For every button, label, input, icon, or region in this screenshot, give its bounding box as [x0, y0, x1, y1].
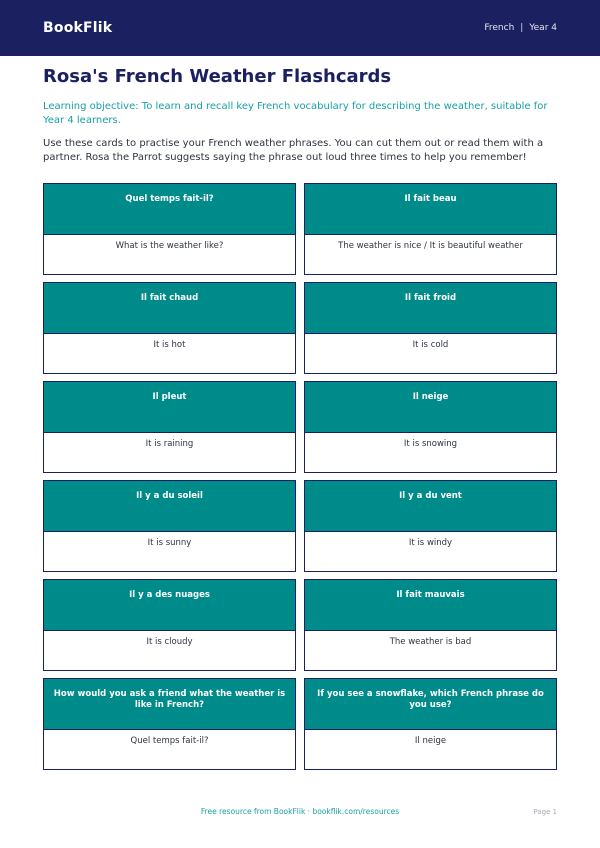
flashcard-front: Il y a du soleil — [44, 481, 295, 531]
flashcard-back: It is cold — [305, 333, 556, 373]
flashcard-back: It is hot — [44, 333, 295, 373]
learning-objective: Learning objective: To learn and recall key French vocabulary for describing the weather, suitable for Year 4 learners. — [43, 101, 548, 126]
brand-logo[interactable]: BookFlik — [43, 20, 113, 36]
flashcard-back: The weather is nice / It is beautiful weather — [305, 234, 556, 274]
flashcard-back: It is snowing — [305, 432, 556, 472]
flashcard-front: Il y a des nuages — [44, 580, 295, 630]
flashcard-back: It is raining — [44, 432, 295, 472]
flashcard[interactable] — [43, 381, 296, 473]
flashcard-back: Il neige — [305, 729, 556, 769]
flashcard[interactable] — [304, 579, 557, 671]
flashcard[interactable] — [43, 678, 296, 770]
flashcard-front: Quel temps fait-il? — [44, 184, 295, 234]
flashcard[interactable] — [43, 183, 296, 275]
flashcard-back: It is sunny — [44, 531, 295, 571]
flashcard[interactable] — [304, 282, 557, 374]
flashcard[interactable] — [304, 183, 557, 275]
flashcard-front: Il pleut — [44, 382, 295, 432]
flashcard-front: Il neige — [305, 382, 556, 432]
flashcard-back: What is the weather like? — [44, 234, 295, 274]
flashcard-front: How would you ask a friend what the weather is like in French? — [44, 679, 295, 729]
flashcard[interactable] — [304, 381, 557, 473]
subject-label: French — [484, 23, 515, 33]
flashcard[interactable] — [43, 480, 296, 572]
flashcard[interactable] — [304, 678, 557, 770]
meta-separator: | — [520, 23, 524, 33]
flashcard-back: It is cloudy — [44, 630, 295, 670]
flashcard-front: Il fait froid — [305, 283, 556, 333]
flashcard-back: It is windy — [305, 531, 556, 571]
flashcard-back: The weather is bad — [305, 630, 556, 670]
flashcard-front: Il fait mauvais — [305, 580, 556, 630]
flashcard-front: If you see a snowflake, which French phrase do you use? — [305, 679, 556, 729]
flashcard[interactable] — [43, 579, 296, 671]
year-label: Year 4 — [529, 23, 557, 33]
flashcard-grid — [43, 183, 557, 770]
flashcard-front: Il fait beau — [305, 184, 556, 234]
page-title: Rosa's French Weather Flashcards — [43, 66, 392, 87]
intro-text: Use these cards to practise your French weather phrases. You can cut them out or read them with a partner. Rosa the Parrot suggests saying the phrase out loud three times to help you remember! — [43, 138, 544, 163]
flashcard[interactable] — [43, 282, 296, 374]
flashcard-front: Il y a du vent — [305, 481, 556, 531]
flashcard-front: Il fait chaud — [44, 283, 295, 333]
flashcard[interactable] — [304, 480, 557, 572]
header-meta — [484, 23, 557, 33]
page-number: Page 1 — [533, 808, 557, 816]
footer-credit[interactable]: Free resource from BookFlik · bookflik.com/resources — [200, 807, 400, 816]
top-header — [0, 0, 600, 56]
flashcard-back: Quel temps fait-il? — [44, 729, 295, 769]
